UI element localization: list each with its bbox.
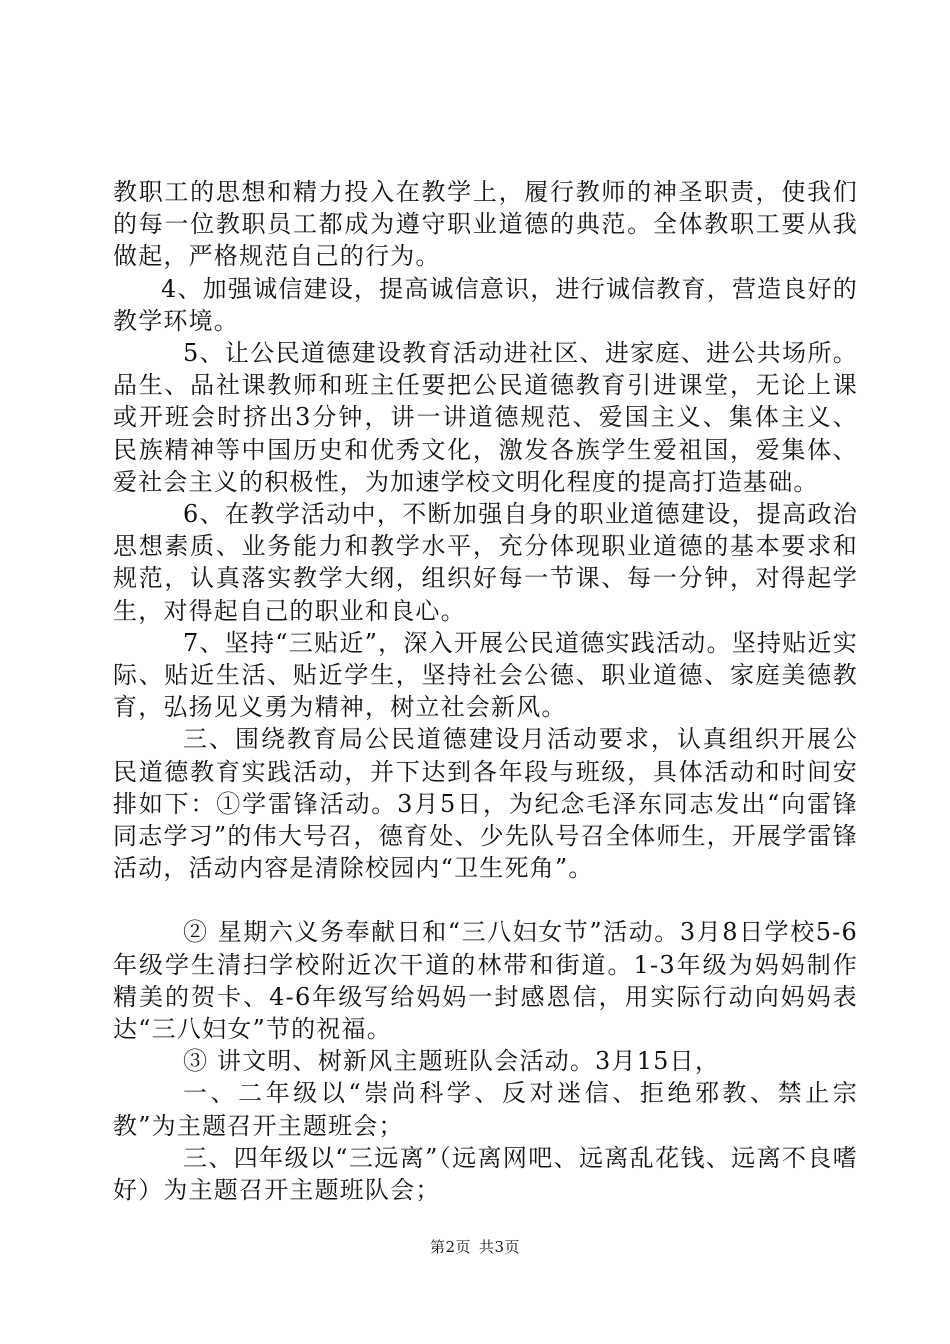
document-body	[113, 176, 858, 1206]
paragraph-activity-2: ② 星期六义务奉献日和“三八妇女节”活动。3月8日学校5-6年级学生清扫学校附近次干道的林带和街道。1-3年级为妈妈制作精美的贺卡、4-6年级写给妈妈一封感恩信，用实际行动向妈妈表达“三八妇女”节的祝福。	[113, 918, 858, 1044]
page-total: 共3页	[479, 1238, 521, 1256]
page-number: 第2页	[429, 1238, 471, 1256]
blank-line	[113, 884, 858, 916]
paragraph-grades-1-2: 一、二年级以“崇尚科学、反对迷信、拒绝邪教、禁止宗教”为主题召开主题班会；	[113, 1079, 858, 1140]
paragraph-section-three: 三、围绕教育局公民道德建设月活动要求，认真组织开展公民道德教育实践活动，并下达到各年段与班级，具体活动和时间安排如下：①学雷锋活动。3月5日，为纪念毛泽东同志发出“向雷锋同志学习”的伟大号召，德育处、少先队号召全体师生，开展学雷锋活动，活动内容是清除校园内“卫生死角”。	[113, 725, 858, 883]
page-footer	[0, 1236, 950, 1257]
paragraph-item-5: 5、让公民道德建设教育活动进社区、进家庭、进公共场所。品生、品社课教师和班主任要把公民道德教育引进课堂，无论上课或开班会时挤出3分钟，讲一讲道德规范、爱国主义、集体主义、民族精神等中国历史和优秀文化，激发各族学生爱祖国，爱集体、爱社会主义的积极性，为加速学校文明化程度的提高打造基础。	[113, 339, 858, 496]
paragraph-item-7: 7、坚持“三贴近”，深入开展公民道德实践活动。坚持贴近实际、贴近生活、贴近学生，坚持社会公德、职业道德、家庭美德教育，弘扬见义勇为精神，树立社会新风。	[113, 628, 858, 722]
paragraph-activity-3: ③ 讲文明、树新风主题班队会活动。3月15日，	[183, 1047, 721, 1076]
paragraph-item-4: 4、加强诚信建设，提高诚信意识，进行诚信教育，营造良好的教学环境。	[113, 274, 858, 335]
paragraph-continuation: 教职工的思想和精力投入在教学上，履行教师的神圣职责，使我们的每一位教职员工都成为遵守职业道德的典范。全体教职工要从我做起，严格规范自己的行为。	[113, 178, 858, 271]
paragraph-grades-3-4: 三、四年级以“三远离”（远离网吧、远离乱花钱、远离不良嗜好）为主题召开主题班队会；	[113, 1143, 858, 1205]
paragraph-item-6: 6、在教学活动中，不断加强自身的职业道德建设，提高政治思想素质、业务能力和教学水平，充分体现职业道德的基本要求和规范，认真落实教学大纲，组织好每一节课、每一分钟，对得起学生，对得起自己的职业和良心。	[113, 500, 858, 625]
